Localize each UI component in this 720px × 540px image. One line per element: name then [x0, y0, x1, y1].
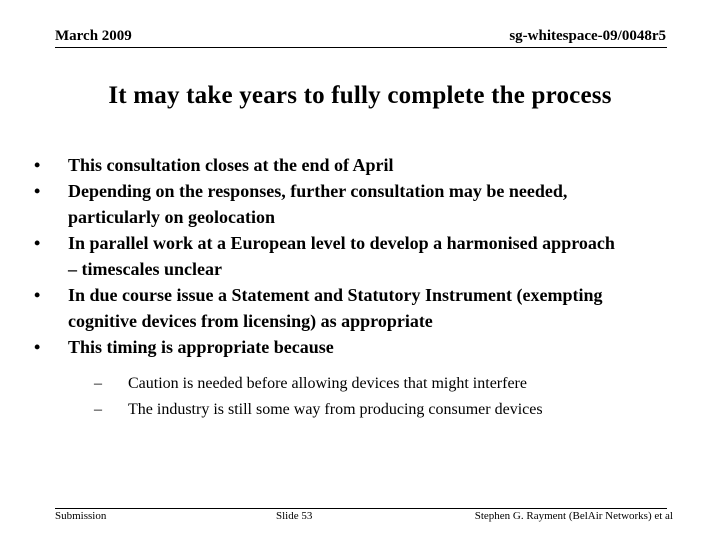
- sub-bullet-text: Caution is needed before allowing devices that might interfere: [128, 375, 527, 392]
- bullet-list: [34, 152, 694, 360]
- sub-bullet-list: [94, 371, 694, 423]
- slide-title: It may take years to fully complete the process: [108, 82, 612, 109]
- sub-bullet-mark: –: [94, 375, 102, 392]
- bullet-text: In parallel work at a European level to develop a harmonised approach: [68, 233, 615, 253]
- footer-author: Stephen G. Rayment (BelAir Networks) et al: [474, 510, 673, 522]
- sub-bullet-text: The industry is still some way from producing consumer devices: [128, 401, 543, 418]
- bullet-item: [34, 230, 694, 282]
- header-divider: [55, 47, 667, 48]
- footer-slide-number: Slide 53: [276, 510, 313, 522]
- bullet-text-continued: particularly on geolocation: [68, 207, 275, 227]
- footer-submission: Submission: [55, 510, 107, 522]
- sub-bullet-mark: –: [94, 401, 102, 418]
- bullet-text: This consultation closes at the end of April: [68, 155, 394, 175]
- bullet-mark: •: [34, 233, 41, 253]
- bullet-mark: •: [34, 337, 41, 357]
- bullet-mark: •: [34, 155, 41, 175]
- bullet-text-continued: cognitive devices from licensing) as appropriate: [68, 311, 433, 331]
- bullet-item: [34, 178, 694, 230]
- bullet-text-continued: – timescales unclear: [68, 259, 222, 279]
- bullet-item: [34, 152, 694, 178]
- bullet-text: In due course issue a Statement and Statutory Instrument (exempting: [68, 285, 603, 305]
- bullet-mark: •: [34, 181, 41, 201]
- bullet-item: [34, 334, 694, 360]
- footer-divider: [55, 508, 667, 509]
- header-date: March 2009: [55, 28, 132, 44]
- bullet-item: [34, 282, 694, 334]
- bullet-text: Depending on the responses, further consultation may be needed,: [68, 181, 568, 201]
- bullet-mark: •: [34, 285, 41, 305]
- bullet-text: This timing is appropriate because: [68, 337, 334, 357]
- header-doc-id: sg-whitespace-09/0048r5: [509, 28, 666, 44]
- sub-bullet-item: [94, 397, 694, 423]
- sub-bullet-item: [94, 371, 694, 397]
